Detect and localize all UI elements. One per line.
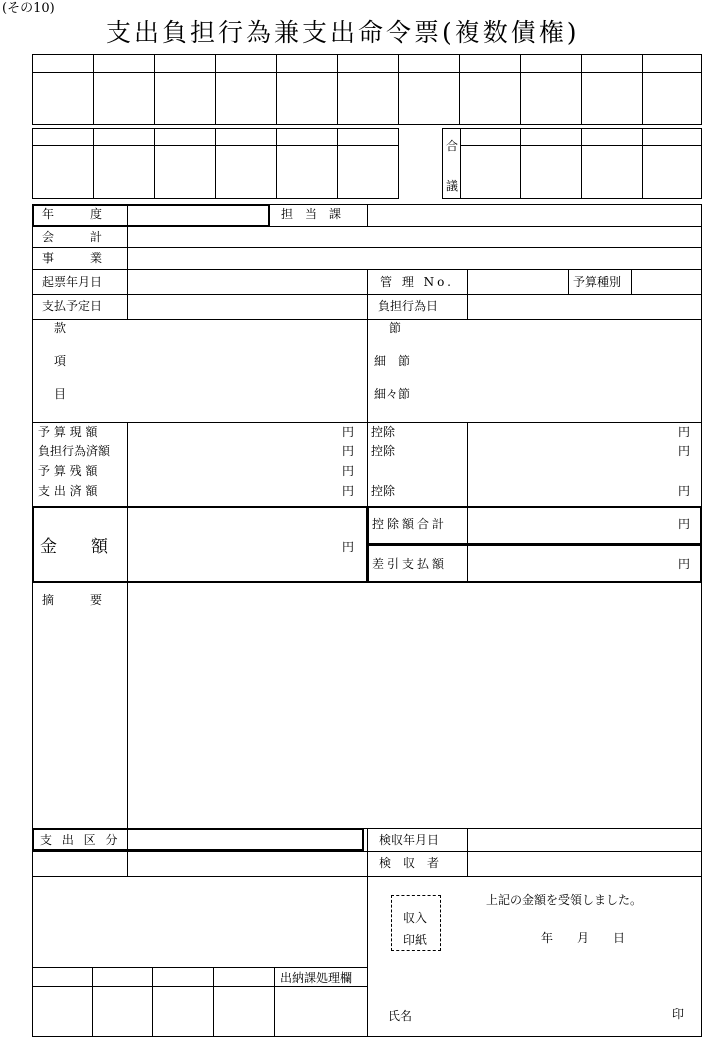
treasury-section-label: 出納課処理欄 (280, 971, 353, 985)
management-no-label: 管 理 No. (380, 275, 454, 289)
project-label: 事 業 (42, 251, 103, 265)
agreement-label-1: 合 (446, 139, 459, 153)
scheduled-payment-date-label: 支払予定日 (42, 299, 103, 313)
yen-unit: 円 (678, 425, 691, 439)
revenue-stamp-label: 収入 印紙 (403, 911, 428, 947)
receipt-text: 上記の金額を受領しました。 (486, 893, 643, 907)
fiscal-year-label: 年 度 (42, 207, 103, 221)
yen-unit: 円 (342, 464, 355, 478)
yen-unit: 円 (678, 444, 691, 458)
yen-unit: 円 (678, 557, 691, 571)
kan-label: 款 (54, 321, 67, 335)
receipt-date: 年 月 日 (541, 931, 626, 945)
summary-label: 摘 要 (42, 593, 103, 607)
yen-unit: 円 (342, 484, 355, 498)
inspection-date-label: 検収年月日 (379, 833, 440, 847)
moku-label: 目 (54, 387, 67, 401)
budget-type-label: 予算種別 (573, 275, 622, 289)
committed-label: 負担行為済額 (38, 444, 111, 458)
yen-unit: 円 (678, 484, 691, 498)
saisetsu-label: 細 節 (374, 354, 411, 368)
account-label: 会 計 (42, 230, 103, 244)
yen-unit: 円 (678, 517, 691, 531)
setsu-label: 節 (389, 321, 402, 335)
seal-label: 印 (672, 1007, 685, 1021)
amount-label: 金 額 (40, 537, 108, 557)
deduction-label: 控除 (371, 484, 396, 498)
page-title: 支出負担行為兼支出命令票(複数債権) (106, 18, 580, 47)
commitment-date-label: 負担行為日 (378, 299, 439, 313)
expenditure-category-label: 支 出 区 分 (40, 833, 121, 847)
name-label: 氏名 (388, 1009, 413, 1023)
draft-date-label: 起票年月日 (42, 275, 103, 289)
deduction-label: 控除 (371, 444, 396, 458)
page-label: (その10) (2, 1, 55, 16)
deduction-label: 控除 (371, 425, 396, 439)
saisaisetsu-label: 細々節 (374, 387, 411, 401)
paid-label: 支 出 済 額 (38, 484, 98, 498)
yen-unit: 円 (342, 444, 355, 458)
yen-unit: 円 (342, 540, 355, 554)
yen-unit: 円 (342, 425, 355, 439)
net-payment-label: 差引支払額 (372, 557, 448, 571)
department-label: 担 当 課 (281, 207, 342, 221)
kou-label: 項 (54, 354, 67, 368)
inspector-label: 検 収 者 (379, 856, 440, 870)
deduction-total-label: 控除額合計 (372, 517, 448, 531)
budget-current-label: 予 算 現 額 (38, 425, 98, 439)
budget-remaining-label: 予 算 残 額 (38, 464, 98, 478)
agreement-label-2: 議 (446, 179, 459, 193)
